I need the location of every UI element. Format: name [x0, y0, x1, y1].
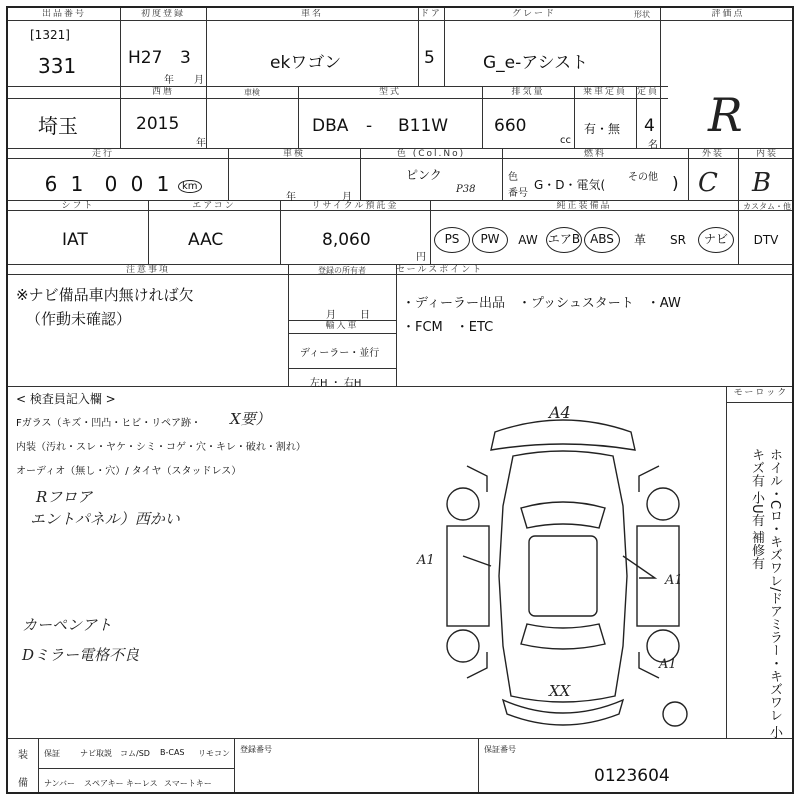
- total-number-label: 保証番号: [484, 745, 516, 754]
- header-inspection: 車検: [282, 149, 305, 159]
- auction-sheet: [6, 6, 794, 794]
- total-number-value: 0123604: [594, 766, 670, 786]
- first-reg-year-unit: 年: [164, 75, 174, 86]
- model-dash: -: [366, 116, 373, 136]
- inspection-year-unit: 年: [286, 192, 296, 203]
- mileage-digit: 0: [104, 172, 118, 196]
- model-code: B11W: [398, 116, 449, 136]
- bottom-label-2: 備: [18, 778, 28, 789]
- header-notes: 注意事項: [125, 265, 170, 275]
- ext-grade: C: [698, 168, 718, 198]
- header-model: 型式: [378, 87, 401, 97]
- bottom-item: スマートキー: [164, 779, 212, 788]
- inspection-month-unit: 月: [342, 192, 352, 203]
- equip-pw: PW: [472, 227, 508, 253]
- sales-line2: ・FCM ・ETC: [402, 320, 494, 335]
- inspector-hand1: Rフロア: [36, 488, 93, 506]
- color-name: ピンク: [406, 168, 442, 182]
- record-day: 日: [360, 310, 370, 321]
- mark-right-low: A1: [659, 657, 677, 672]
- seats-label: 有・無: [584, 122, 621, 136]
- bottom-item: リモコン: [198, 749, 230, 758]
- equip-sr: SR: [670, 233, 686, 247]
- header-transmission: 形状: [634, 10, 650, 19]
- header-recycle: リサイクル預託金: [311, 201, 399, 211]
- recycle-unit: 円: [416, 252, 426, 263]
- mark-right: A1: [665, 573, 683, 588]
- header-shift: シフト: [61, 201, 95, 211]
- header-doors: ドア: [420, 9, 442, 19]
- bottom-label-1: 装: [18, 750, 28, 761]
- bottom-item: B-CAS: [160, 748, 185, 757]
- int-grade: B: [752, 168, 772, 198]
- mileage-digit: 6: [44, 172, 58, 196]
- inspector-hand4: Dミラー電格不良: [22, 646, 140, 664]
- header-first-reg: 初度登録: [140, 9, 185, 19]
- lot-number: 331: [38, 54, 77, 78]
- record-month: 月: [326, 310, 336, 321]
- notes-line1: ※ナビ備品車内無ければ欠: [16, 286, 194, 304]
- seats-unit: 名: [648, 140, 658, 151]
- inspector-line3: オーディオ（無し・穴）/ タイヤ（スタッドレス）: [16, 466, 242, 477]
- inspector-hand2: エントパネル）西かい: [30, 510, 180, 528]
- header-int: 内装: [755, 149, 778, 159]
- header-fuel: 燃料: [583, 149, 606, 159]
- header-record-holder: 登録の所有者: [318, 266, 366, 275]
- header-equipment: 純正装備品: [556, 201, 612, 211]
- grade-value: G_e-アシスト: [483, 53, 589, 73]
- car-damage-diagram: [403, 396, 723, 736]
- header-sales-points: セールスポイント: [396, 265, 484, 275]
- seats-value: 4: [644, 116, 655, 136]
- shift-value: IAT: [62, 230, 88, 250]
- bottom-item: スペアキー: [84, 779, 124, 788]
- inspector-line1-hand: X要）: [230, 410, 271, 428]
- mileage-unit: km: [178, 180, 202, 193]
- lot-bracket: [1321]: [30, 28, 70, 42]
- bottom-item: ナンバー: [44, 779, 76, 788]
- aircon-value: AAC: [188, 230, 224, 250]
- fuel-options: G・D・電気(: [534, 178, 606, 192]
- color-number-label: 番号: [508, 188, 528, 199]
- displacement-value: 660: [494, 116, 527, 136]
- inspector-line2: 内装（汚れ・スレ・ヤケ・シミ・コゲ・穴・キレ・破れ・割れ）: [16, 442, 306, 453]
- color-code: P38: [456, 184, 476, 195]
- region: 埼玉: [38, 114, 78, 138]
- equip-abs: ABS: [584, 227, 620, 253]
- record-steering: 左H ・ 右H: [310, 378, 362, 389]
- inspector-hand3: カーペンアト: [22, 616, 113, 634]
- first-reg-month: 3: [180, 48, 191, 68]
- header-rating: 評価点: [711, 9, 745, 19]
- header-capacity: 定員: [636, 87, 659, 97]
- record-dealer: ディーラー・並行: [300, 348, 380, 359]
- sales-line1: ・ディーラー出品 ・プッシュスタート ・AW: [402, 296, 681, 311]
- header-ext: 外装: [701, 149, 724, 159]
- rating-handwritten: R: [708, 88, 743, 142]
- bottom-item: 保証: [44, 749, 60, 758]
- color-label: 色: [508, 172, 518, 183]
- first-reg-month-unit: 月: [194, 75, 204, 86]
- year-value: 2015: [136, 114, 180, 134]
- header-reg-no: 車検: [244, 88, 260, 97]
- equip-dtv: DTV: [753, 233, 779, 247]
- recycle-value: 8,060: [322, 230, 371, 250]
- equip-aw: AW: [518, 233, 538, 247]
- side-legend: ホイル・Cロ・キズワレ/ドアミラー・キズワレ 小キズ有 小U有 補修有: [749, 448, 782, 739]
- header-year: 西暦: [151, 87, 174, 97]
- equip-navi: ナビ: [698, 227, 734, 253]
- fuel-close: ): [672, 174, 679, 194]
- equip-ps: PS: [434, 227, 470, 253]
- notes-line2: （作動未確認）: [26, 310, 132, 328]
- header-color: 色 (Col.No): [396, 149, 466, 159]
- mark-top: A4: [549, 403, 571, 422]
- bottom-item: ナビ取説: [80, 749, 112, 758]
- bottom-item: キーレス: [126, 779, 158, 788]
- car-name: ekワゴン: [270, 53, 342, 73]
- header-grade: グレード: [511, 9, 556, 19]
- equip-airbag: エアB: [546, 227, 582, 253]
- header-import-car: 輸入車: [325, 321, 359, 331]
- equip-leather: 革: [633, 233, 646, 247]
- header-aircon: エアコン: [192, 201, 236, 211]
- header-auction-no: 出品番号: [41, 9, 86, 19]
- bottom-item: コム/SD: [120, 749, 150, 758]
- header-morocco: モーロック: [733, 388, 789, 398]
- header-car-name: 車名: [300, 9, 323, 19]
- mileage-digit: 0: [130, 172, 144, 196]
- year-unit: 年: [196, 138, 206, 149]
- mileage-digit: 1: [70, 172, 84, 196]
- header-displacement: 排気量: [511, 87, 545, 97]
- mark-bottom: XX: [549, 682, 571, 700]
- reg-number-label: 登録番号: [240, 745, 272, 754]
- mileage-digit: 1: [156, 172, 170, 196]
- model-prefix: DBA: [312, 116, 349, 136]
- fuel-other: その他: [628, 172, 658, 183]
- inspector-line1: Fガラス（キズ・凹凸・ヒビ・リペア跡・: [16, 418, 202, 429]
- header-other-equip: カスタム・他: [743, 202, 791, 211]
- header-mileage: 走行: [91, 149, 114, 159]
- doors-value: 5: [424, 48, 435, 68]
- mark-left: A1: [417, 553, 435, 568]
- header-seats: 乗車定員: [582, 87, 627, 97]
- displacement-unit: cc: [560, 135, 571, 146]
- first-reg-era: H27: [128, 48, 163, 68]
- inspector-title: < 検査員記入欄 >: [16, 392, 116, 406]
